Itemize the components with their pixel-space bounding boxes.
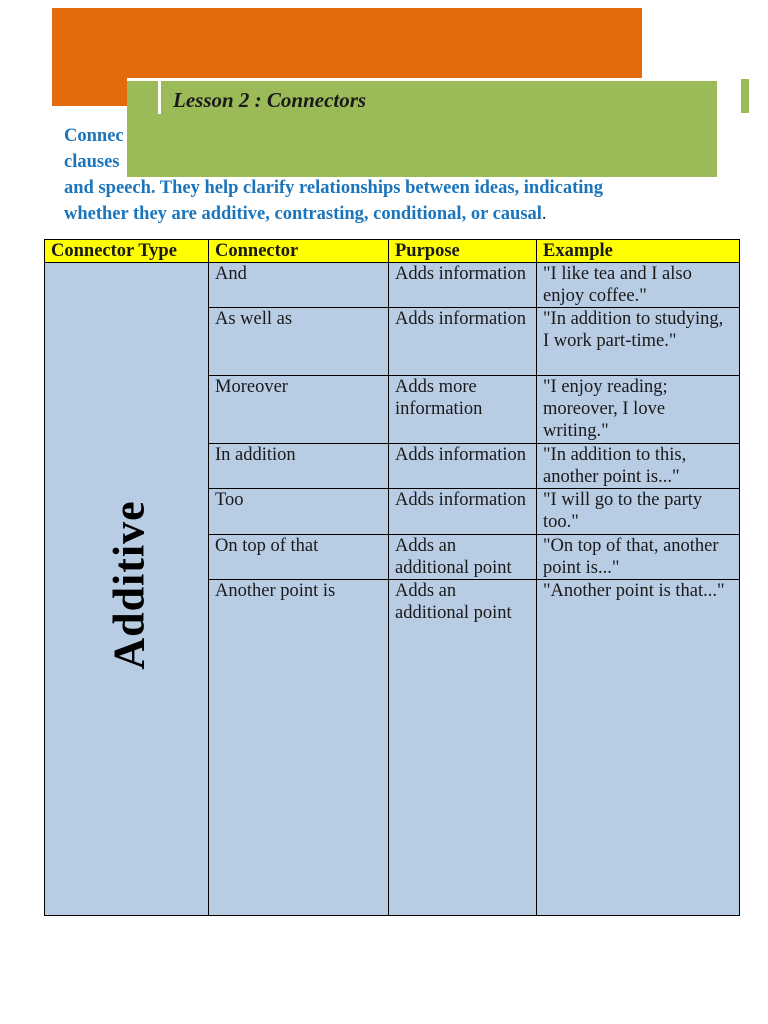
intro-line-2: clauses bbox=[64, 152, 120, 172]
title-box-divider bbox=[127, 78, 717, 81]
connector-type-cell bbox=[45, 263, 209, 916]
header-connector-type: Connector Type bbox=[45, 240, 209, 263]
example-cell: "I like tea and I also enjoy coffee." bbox=[537, 263, 740, 308]
example-cell: "On top of that, another point is..." bbox=[537, 535, 740, 580]
purpose-cell: Adds information bbox=[389, 444, 537, 489]
header-example: Example bbox=[537, 240, 740, 263]
example-cell: "I will go to the party too." bbox=[537, 489, 740, 535]
connector-cell: In addition bbox=[209, 444, 389, 489]
table-row bbox=[45, 263, 740, 308]
connectors-table bbox=[44, 239, 740, 916]
intro-line-4-text: whether they are additive, contrasting, conditional, or causal bbox=[64, 204, 542, 224]
intro-paragraph bbox=[64, 123, 724, 227]
purpose-cell: Adds more information bbox=[389, 376, 537, 444]
connector-cell: Too bbox=[209, 489, 389, 535]
title-box-edge bbox=[158, 81, 161, 114]
purpose-cell: Adds information bbox=[389, 263, 537, 308]
connector-cell: Another point is bbox=[209, 580, 389, 916]
connector-cell: On top of that bbox=[209, 535, 389, 580]
example-cell: "Another point is that..." bbox=[537, 580, 740, 916]
green-side-marker bbox=[741, 79, 749, 113]
intro-line-4 bbox=[64, 201, 724, 227]
header-purpose: Purpose bbox=[389, 240, 537, 263]
purpose-cell: Adds information bbox=[389, 308, 537, 376]
connector-cell: And bbox=[209, 263, 389, 308]
example-cell: "In addition to studying, I work part-time." bbox=[537, 308, 740, 376]
connector-cell: As well as bbox=[209, 308, 389, 376]
lesson-title: Lesson 2 : Connectors bbox=[173, 88, 367, 112]
intro-period: . bbox=[541, 204, 547, 224]
purpose-cell: Adds an additional point bbox=[389, 580, 537, 916]
example-cell: "In addition to this, another point is..." bbox=[537, 444, 740, 489]
purpose-cell: Adds information bbox=[389, 489, 537, 535]
connector-cell: Moreover bbox=[209, 376, 389, 444]
example-cell: "I enjoy reading; moreover, I love writing." bbox=[537, 376, 740, 444]
table-header-row bbox=[45, 240, 740, 263]
header-connector: Connector bbox=[209, 240, 389, 263]
purpose-cell: Adds an additional point bbox=[389, 535, 537, 580]
intro-line-3: and speech. They help clarify relationships between ideas, indicating bbox=[64, 178, 603, 198]
intro-line-1: Connec bbox=[64, 126, 124, 146]
connector-type-label: Additive bbox=[104, 499, 154, 670]
